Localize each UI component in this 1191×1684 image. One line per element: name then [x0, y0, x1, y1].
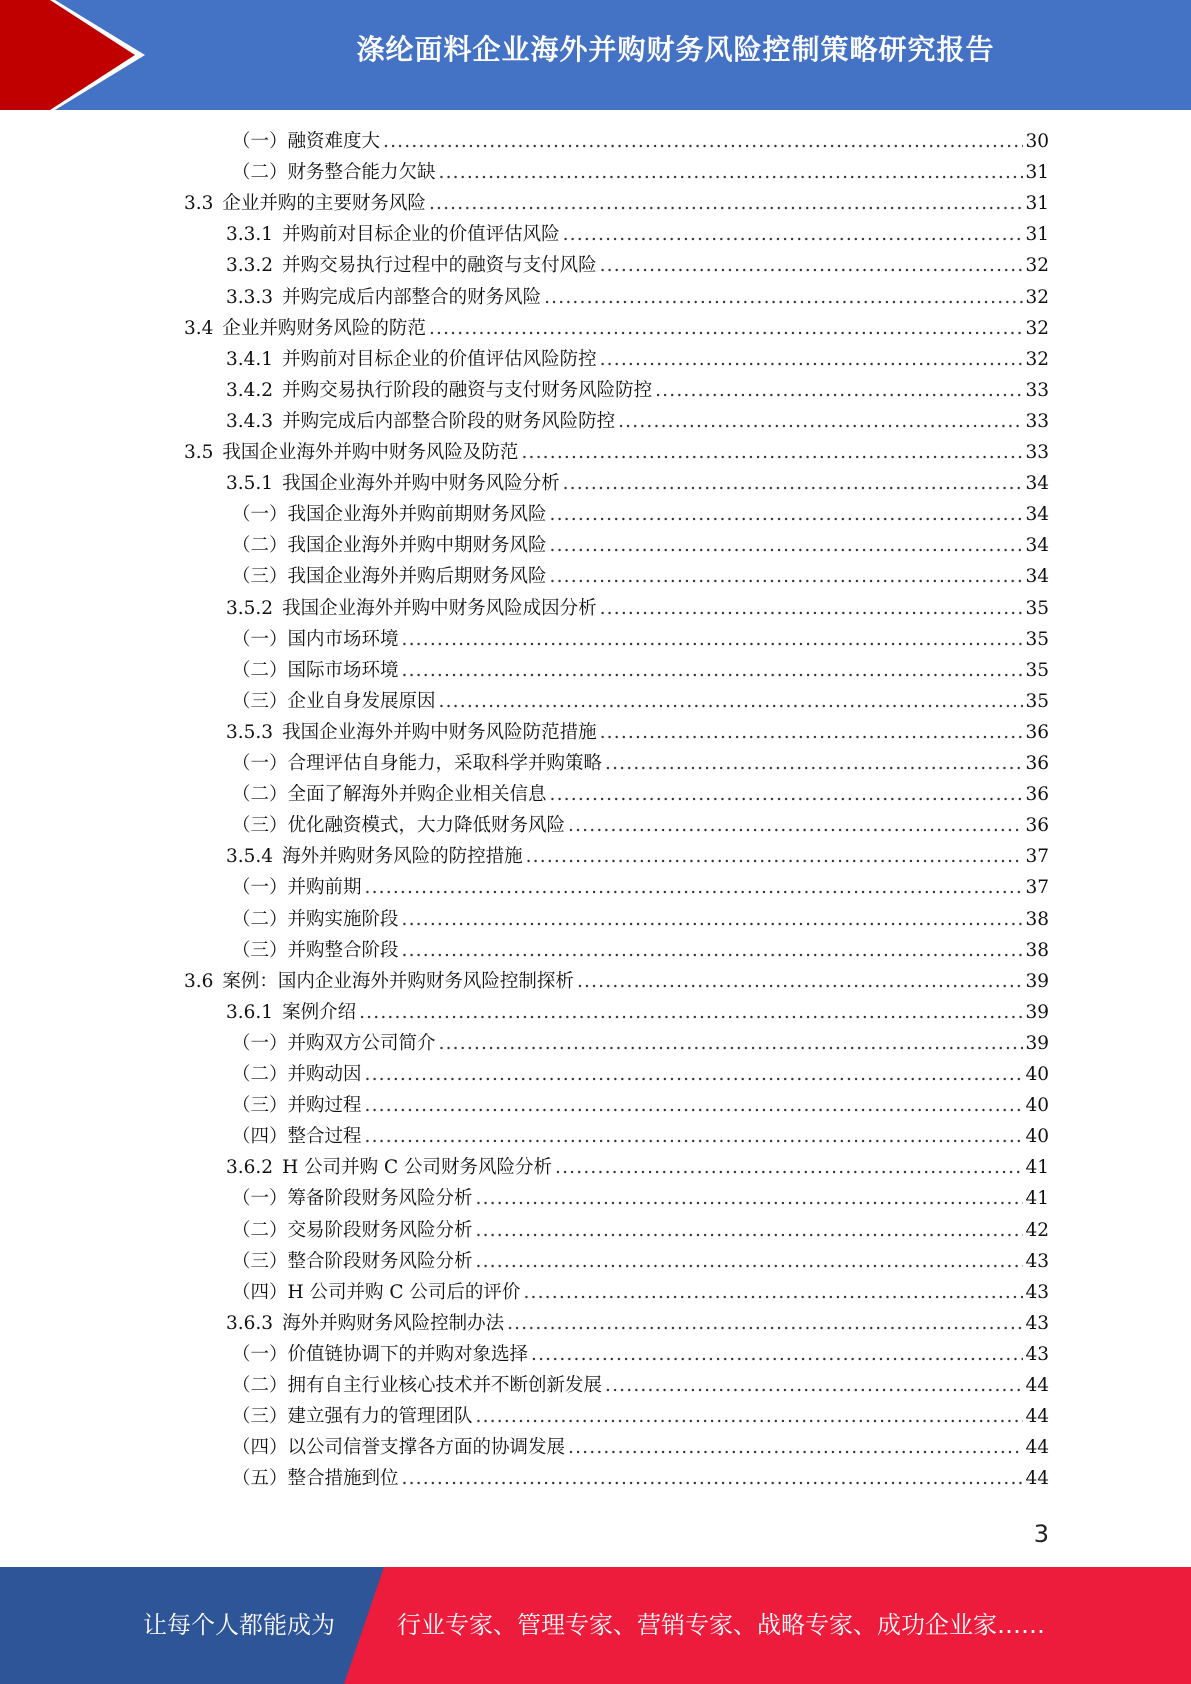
toc-dot-leader [600, 255, 1024, 276]
toc-entry[interactable] [232, 656, 1049, 687]
toc-entry-title: 并购完成后内部整合的财务风险 [282, 286, 542, 308]
toc-entry-page: 43 [1025, 1250, 1049, 1272]
toc-entry-title: （二）并购实施阶段 [232, 908, 399, 930]
toc-dot-leader [439, 162, 1024, 183]
toc-entry-title: （四）H 公司并购 C 公司后的评价 [232, 1281, 521, 1303]
toc-entry[interactable] [226, 594, 1049, 625]
toc-dot-leader [365, 877, 1024, 898]
toc-dot-leader [550, 535, 1024, 556]
toc-entry[interactable] [226, 998, 1049, 1029]
toc-entry-title: （三）整合阶段财务风险分析 [232, 1250, 473, 1272]
toc-dot-leader [563, 224, 1024, 245]
toc-entry-page: 44 [1025, 1468, 1049, 1490]
toc-entry-title: 我国企业海外并购中财务风险分析 [282, 473, 560, 495]
toc-entry-title: （一）并购前期 [232, 877, 362, 899]
toc-dot-leader [531, 1344, 1023, 1365]
toc-dot-leader [476, 1188, 1024, 1209]
toc-entry-title: 并购交易执行过程中的融资与支付风险 [282, 255, 597, 277]
document-title: 涤纶面料企业海外并购财务风险控制策略研究报告 [356, 33, 995, 66]
toc-entry-title: （二）交易阶段财务风险分析 [232, 1219, 473, 1241]
toc-entry-page: 43 [1025, 1343, 1049, 1365]
toc-entry-title: 我国企业海外并购中财务风险防范措施 [282, 721, 597, 743]
toc-entry-page: 39 [1025, 1001, 1049, 1023]
toc-entry-page: 35 [1025, 628, 1049, 650]
toc-entry[interactable] [232, 1247, 1049, 1278]
toc-dot-leader [605, 1375, 1023, 1396]
toc-entry-title: 我国企业海外并购中财务风险及防范 [222, 442, 519, 463]
toc-entry-title: 我国企业海外并购中财务风险成因分析 [282, 597, 597, 619]
toc-dot-leader [476, 1220, 1024, 1241]
toc-entry[interactable] [226, 1153, 1049, 1184]
toc-entry-number: 3.6.1 [226, 1001, 274, 1023]
toc-entry-page: 44 [1025, 1375, 1049, 1396]
toc-entry-number: 3.4.1 [226, 348, 274, 370]
toc-entry[interactable] [232, 1371, 1049, 1402]
toc-dot-leader [365, 1064, 1024, 1085]
toc-entry-number: 3.5.4 [226, 846, 274, 868]
toc-dot-leader [550, 566, 1024, 587]
toc-entry-title: （二）财务整合能力欠缺 [232, 162, 436, 184]
toc-entry[interactable] [232, 905, 1049, 936]
toc-entry[interactable] [232, 1402, 1049, 1433]
toc-dot-leader [439, 1033, 1024, 1054]
toc-dot-leader [402, 1468, 1024, 1489]
toc-entry-page: 34 [1025, 504, 1049, 526]
toc-entry-title: （二）国际市场环境 [232, 659, 399, 681]
page-header [0, 0, 1191, 110]
toc-entry[interactable] [232, 811, 1049, 842]
toc-entry-number: 3.5.3 [226, 721, 274, 743]
toc-entry-page: 35 [1025, 597, 1049, 619]
toc-entry-page: 36 [1025, 784, 1049, 806]
toc-dot-leader [600, 722, 1024, 743]
toc-entry-page: 42 [1025, 1219, 1049, 1241]
toc-entry-page: 36 [1025, 815, 1049, 837]
toc-entry-title: 并购完成后内部整合阶段的财务风险防控 [282, 410, 616, 432]
toc-entry[interactable] [232, 1340, 1049, 1371]
toc-entry-page: 40 [1025, 1064, 1049, 1085]
toc-entry[interactable] [226, 842, 1049, 873]
toc-entry-page: 32 [1025, 286, 1049, 308]
toc-entry-page: 44 [1025, 1437, 1049, 1459]
toc-entry-number: 3.3.3 [226, 286, 274, 308]
toc-entry-title: （三）并购整合阶段 [232, 939, 399, 961]
toc-entry-title: （一）筹备阶段财务风险分析 [232, 1188, 473, 1210]
toc-entry[interactable] [232, 1060, 1049, 1091]
toc-entry[interactable] [232, 500, 1049, 531]
toc-entry-title: 海外并购财务风险控制办法 [282, 1312, 505, 1334]
toc-entry-page: 39 [1025, 970, 1049, 992]
toc-entry-title: （三）企业自身发展原因 [232, 690, 436, 712]
toc-dot-leader [523, 1282, 1023, 1303]
toc-entry-title: （四）整合过程 [232, 1126, 362, 1148]
toc-entry[interactable] [232, 625, 1049, 656]
toc-entry-page: 40 [1025, 1126, 1049, 1148]
toc-entry[interactable] [232, 687, 1049, 718]
toc-dot-leader [402, 660, 1024, 681]
toc-entry-page: 41 [1025, 1188, 1049, 1210]
toc-entry-title: （二）拥有自主行业核心技术并不断创新发展 [232, 1375, 603, 1396]
toc-dot-leader [383, 131, 1023, 152]
toc-entry[interactable] [232, 1278, 1049, 1309]
toc-entry-title: 并购前对目标企业的价值评估风险 [282, 224, 560, 246]
toc-entry-title: （四）以公司信誉支撑各方面的协调发展 [232, 1437, 566, 1459]
toc-entry[interactable] [232, 1184, 1049, 1215]
toc-dot-leader [402, 909, 1024, 930]
toc-entry[interactable] [232, 936, 1049, 967]
toc-entry-number: 3.3 [184, 193, 214, 215]
toc-entry[interactable] [184, 189, 1049, 220]
page-footer [0, 1567, 1191, 1684]
toc-entry[interactable] [184, 967, 1049, 998]
toc-entry-title: 并购交易执行阶段的融资与支付财务风险防控 [282, 379, 653, 401]
toc-entry-title: （二）全面了解海外并购企业相关信息 [232, 784, 547, 806]
toc-entry-page: 34 [1025, 535, 1049, 557]
toc-entry[interactable] [232, 1216, 1049, 1247]
toc-entry-page: 38 [1025, 908, 1049, 930]
toc-entry-title: 案例介绍 [282, 1001, 357, 1023]
toc-entry-title: （一）价值链协调下的并购对象选择 [232, 1343, 529, 1365]
toc-entry[interactable] [232, 562, 1049, 593]
toc-dot-leader [429, 318, 1024, 339]
toc-entry[interactable] [226, 1309, 1049, 1340]
toc-dot-leader [563, 473, 1024, 494]
toc-dot-leader [365, 1126, 1024, 1147]
toc-entry-page: 32 [1025, 348, 1049, 370]
toc-dot-leader [568, 815, 1023, 836]
toc-dot-leader [521, 442, 1023, 463]
toc-entry-page: 32 [1025, 255, 1049, 277]
toc-entry-page: 33 [1025, 410, 1049, 432]
toc-entry-title: 海外并购财务风险的防控措施 [282, 846, 523, 868]
toc-dot-leader [600, 349, 1024, 370]
toc-entry-title: （二）并购动因 [232, 1064, 362, 1085]
toc-dot-leader [577, 971, 1024, 992]
toc-dot-leader [526, 846, 1024, 867]
toc-entry-title: （三）我国企业海外并购后期财务风险 [232, 566, 547, 588]
toc-entry-page: 37 [1025, 846, 1049, 868]
toc-entry-page: 31 [1025, 224, 1049, 246]
toc-entry-number: 3.6.2 [226, 1157, 274, 1179]
toc-dot-leader [476, 1406, 1024, 1427]
toc-entry-page: 34 [1025, 566, 1049, 588]
toc-entry-page: 38 [1025, 939, 1049, 961]
toc-dot-leader [429, 193, 1024, 214]
toc-entry-page: 43 [1025, 1281, 1049, 1303]
toc-entry-title: 并购前对目标企业的价值评估风险防控 [282, 348, 597, 370]
toc-dot-leader [359, 1002, 1023, 1023]
toc-dot-leader [568, 1437, 1023, 1458]
toc-entry-page: 36 [1025, 753, 1049, 774]
toc-entry-page: 39 [1025, 1032, 1049, 1054]
toc-entry-title: （三）建立强有力的管理团队 [232, 1406, 473, 1428]
toc-entry-page: 43 [1025, 1312, 1049, 1334]
toc-entry[interactable] [232, 780, 1049, 811]
toc-entry[interactable] [226, 376, 1049, 407]
toc-entry[interactable] [226, 469, 1049, 500]
toc-entry[interactable] [226, 283, 1049, 314]
toc-entry-number: 3.3.2 [226, 255, 274, 277]
toc-entry-number: 3.6 [184, 970, 214, 992]
toc-entry[interactable] [226, 407, 1049, 438]
toc-entry-page: 32 [1025, 317, 1049, 339]
toc-entry-number: 3.4.2 [226, 379, 274, 401]
toc-entry-number: 3.6.3 [226, 1312, 274, 1334]
toc-entry-title: 案例：国内企业海外并购财务风险控制探析 [222, 970, 574, 992]
toc-entry[interactable] [226, 718, 1049, 749]
toc-entry[interactable] [232, 1433, 1049, 1464]
toc-entry-number: 3.5.1 [226, 473, 274, 495]
toc-dot-leader [507, 1313, 1023, 1334]
toc-dot-leader [365, 1095, 1024, 1116]
toc-entry-page: 31 [1025, 162, 1049, 184]
toc-entry-number: 3.5 [184, 442, 214, 463]
toc-entry-title: （三）优化融资模式，大力降低财务风险 [232, 815, 566, 837]
toc-entry[interactable] [232, 1091, 1049, 1122]
toc-entry-title: （一）并购双方公司简介 [232, 1032, 436, 1054]
toc-dot-leader [550, 504, 1024, 525]
footer-slogan-right: 行业专家、管理专家、营销专家、战略专家、成功企业家…… [397, 1611, 1045, 1639]
toc-entry-page: 30 [1025, 131, 1049, 152]
toc-entry[interactable] [232, 1122, 1049, 1153]
toc-entry-title: （五）整合措施到位 [232, 1468, 399, 1490]
toc-dot-leader [439, 691, 1024, 712]
toc-entry-title: H 公司并购 C 公司财务风险分析 [282, 1157, 553, 1179]
toc-dot-leader [600, 598, 1024, 619]
toc-entry-title: （二）我国企业海外并购中期财务风险 [232, 535, 547, 557]
toc-dot-leader [550, 784, 1024, 805]
toc-dot-leader [655, 380, 1023, 401]
toc-entry[interactable] [184, 314, 1049, 345]
toc-entry[interactable] [226, 251, 1049, 282]
toc-dot-leader [402, 629, 1024, 650]
toc-entry-page: 33 [1025, 379, 1049, 401]
toc-entry-page: 35 [1025, 690, 1049, 712]
toc-entry-title: 企业并购的主要财务风险 [222, 193, 426, 215]
toc-entry-page: 34 [1025, 473, 1049, 495]
toc-entry[interactable] [232, 1029, 1049, 1060]
toc-entry-page: 41 [1025, 1157, 1049, 1179]
toc-entry[interactable] [232, 158, 1049, 189]
toc-entry[interactable] [184, 438, 1049, 469]
toc-entry[interactable] [232, 1464, 1049, 1495]
toc-entry[interactable] [232, 531, 1049, 562]
toc-entry-title: 企业并购财务风险的防范 [222, 317, 426, 339]
toc-entry-number: 3.5.2 [226, 597, 274, 619]
toc-dot-leader [555, 1157, 1023, 1178]
footer-slogan-left: 让每个人都能成为 [143, 1611, 335, 1639]
toc-dot-leader [544, 287, 1023, 308]
toc-entry-title: （一）国内市场环境 [232, 628, 399, 650]
toc-entry-page: 44 [1025, 1406, 1049, 1428]
toc-entry-page: 33 [1025, 442, 1049, 463]
toc-entry-number: 3.3.1 [226, 224, 274, 246]
toc-entry-title: （一）合理评估自身能力，采取科学并购策略 [232, 753, 603, 774]
toc-entry[interactable] [232, 749, 1049, 780]
toc-dot-leader [402, 940, 1024, 961]
toc-entry[interactable] [226, 220, 1049, 251]
toc-dot-leader [476, 1251, 1024, 1272]
toc-entry[interactable] [232, 127, 1049, 158]
toc-entry-number: 3.4.3 [226, 410, 274, 432]
toc-entry-page: 31 [1025, 193, 1049, 215]
toc-entry-title: （一）我国企业海外并购前期财务风险 [232, 504, 547, 526]
toc-entry-number: 3.4 [184, 317, 214, 339]
toc-entry[interactable] [226, 345, 1049, 376]
header-arrow-decoration [0, 0, 160, 110]
toc-dot-leader [605, 753, 1023, 774]
toc-entry-title: （三）并购过程 [232, 1095, 362, 1117]
page-number: 3 [1033, 1520, 1049, 1548]
toc-entry-page: 36 [1025, 721, 1049, 743]
toc-entry-page: 35 [1025, 659, 1049, 681]
toc-entry-page: 40 [1025, 1095, 1049, 1117]
toc-entry[interactable] [232, 873, 1049, 904]
toc-dot-leader [618, 411, 1023, 432]
toc-entry-page: 37 [1025, 877, 1049, 899]
toc-entry-title: （一）融资难度大 [232, 131, 381, 152]
